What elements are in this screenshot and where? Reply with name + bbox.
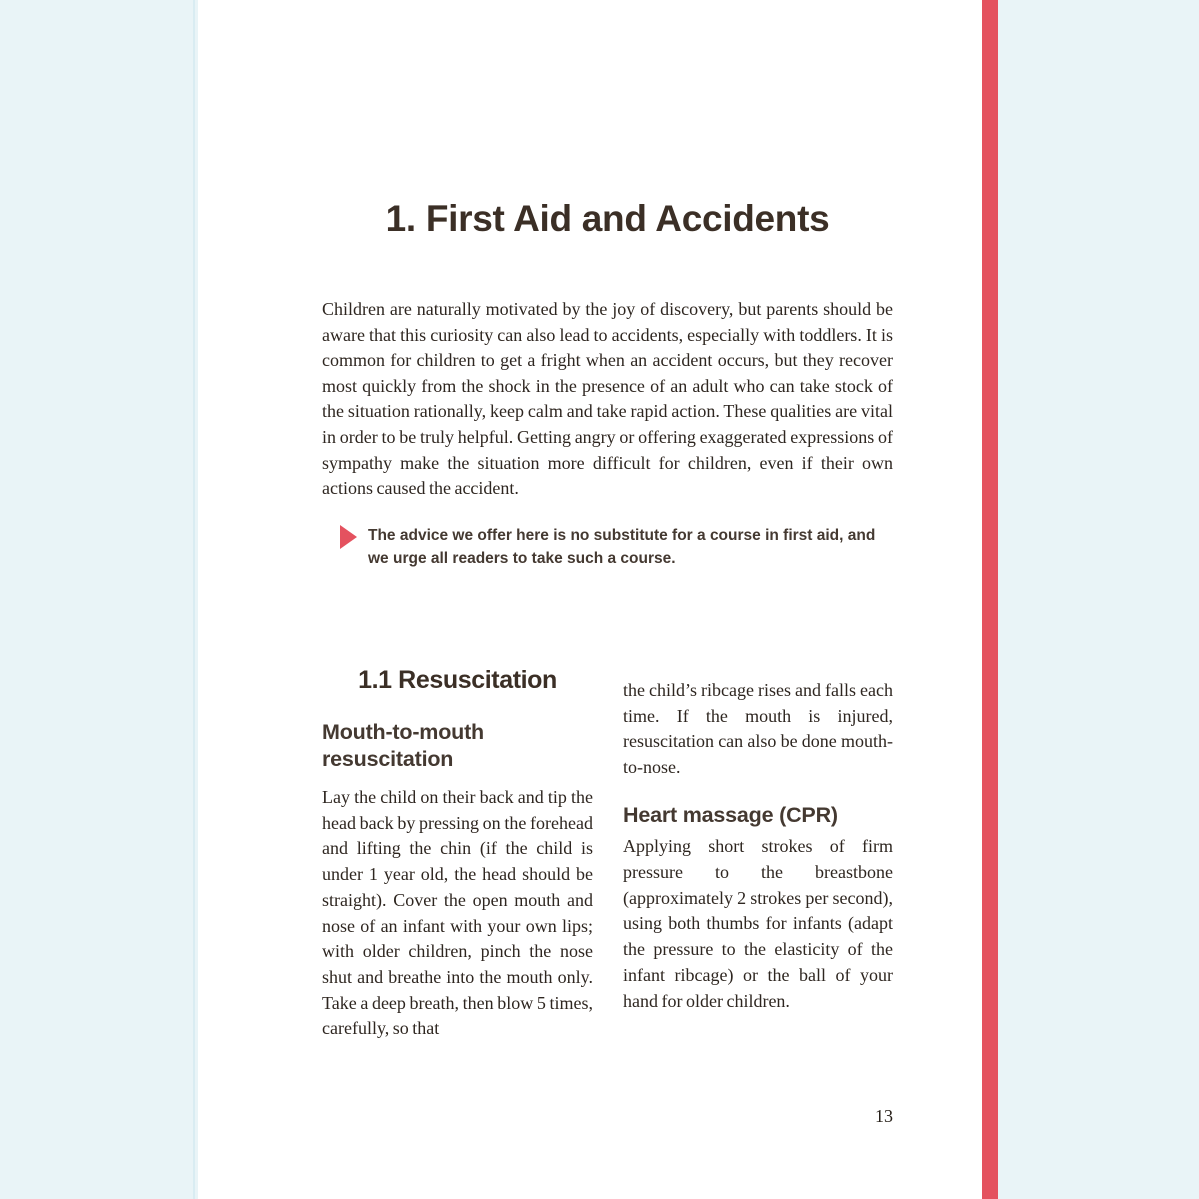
- intro-paragraph: Children are naturally motivated by the joy of discovery, but parents should be aware that this curiosity can also lead to accidents, especially with toddlers. It is common for children to get a fright when an accident occurs, but they recover most quickly from the shock in the presence of an adult who can take stock of the situation rationally, keep calm and take rapid action. These qualities are vital in order to be truly helpful. Getting angry or offering exaggerated expressions of sympathy make the situation more difficult for children, even if their own actions caused the accident.: [322, 299, 893, 499]
- left-column-body: Lay the child on their back and tip the head back by pressing on the forehead and lifting the chin (if the child is under 1 year old, the head should be straight). Cover the open mouth and nose of an infant with your own lips; with older children, pinch the nose shut and breathe into the mouth only. Take a deep breath, then blow 5 times, carefully, so that: [322, 787, 593, 1039]
- callout-text: The advice we offer here is no substitute for a course in first aid, and we urge all readers to take such a course.: [368, 527, 876, 567]
- callout-note: [340, 524, 893, 570]
- left-column: [322, 664, 593, 1042]
- right-column-body: Applying short strokes of firm pressure to the breastbone (approximately 2 strokes per second), using both thumbs for infants (adapt the pressure to the elasticity of the infant ribcage) or the ball of your hand for older children.: [623, 836, 893, 1011]
- page-number: 13: [875, 1106, 893, 1126]
- subheading-heart-massage: Heart massage (CPR): [623, 802, 838, 827]
- chapter-title: 1. First Aid and Accidents: [385, 198, 830, 239]
- red-arrow-icon: [340, 525, 357, 549]
- page-edge-shadow: [193, 0, 195, 1199]
- page-edge-red-stripe: [982, 0, 998, 1199]
- right-column: [623, 678, 893, 1014]
- book-page: [198, 0, 998, 1199]
- section-title: 1.1 Resuscitation: [358, 666, 557, 694]
- subheading-mouth-to-mouth: Mouth-to-mouth resuscitation: [322, 720, 484, 771]
- right-column-continuation: the child’s ribcage rises and falls each time. If the mouth is injured, resuscitation can also be done mouth-to-nose.: [623, 680, 893, 778]
